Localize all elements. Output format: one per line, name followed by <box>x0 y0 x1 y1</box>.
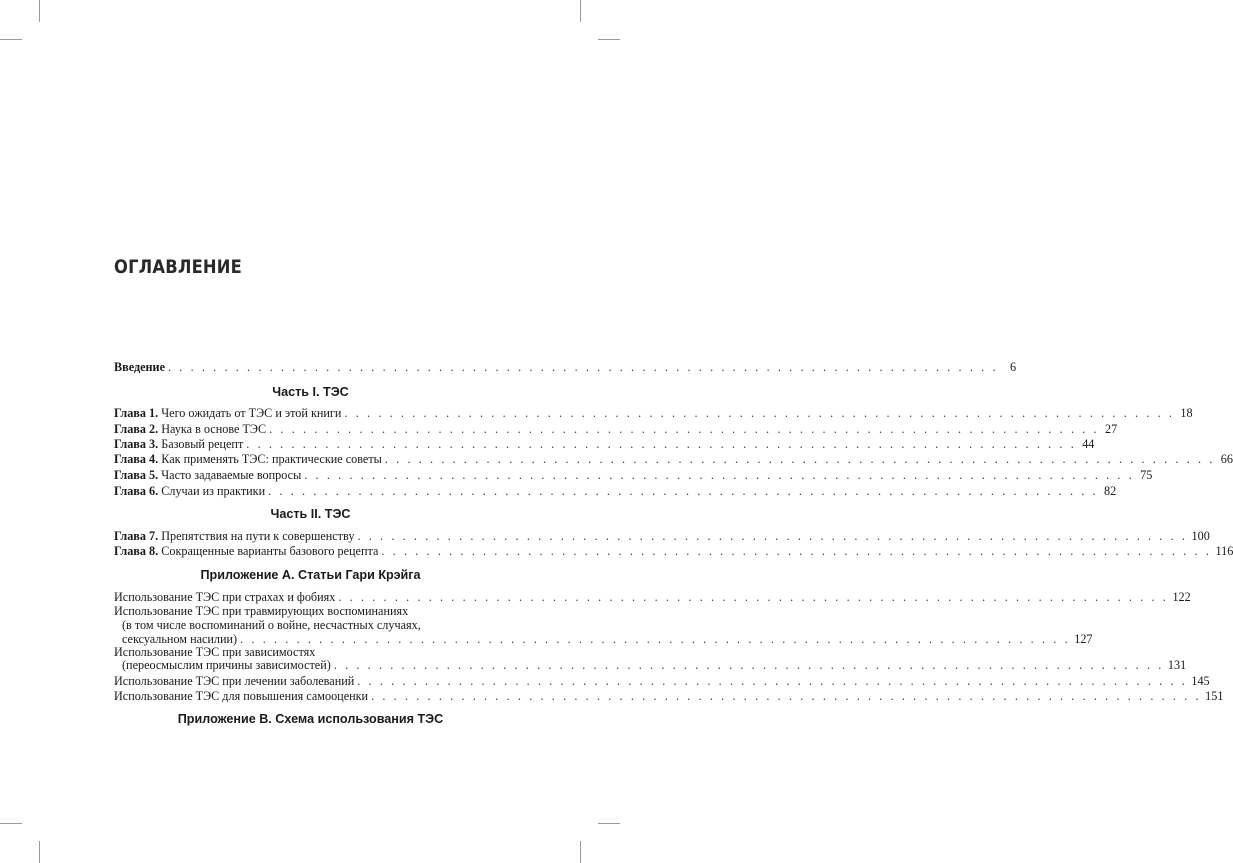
appendix-heading: Приложение В. Схема использования ТЭС <box>177 712 444 726</box>
entry-label: (в том числе воспоминаний о войне, несчастных случаях, <box>122 618 421 632</box>
crop-mark <box>0 823 22 824</box>
leader-dots: . . . . . . . . . . . . . . . . . . . . . . . . . . . . . . . . . . . . . . . . . . . . . . . . . . . . . . . . . . . . . . . . . . . . . . . . . . <box>240 632 1071 646</box>
leader-dots: . . . . . . . . . . . . . . . . . . . . . . . . . . . . . . . . . . . . . . . . . . . . . . . . . . . . . . . . . . . . . . . . . . . . . . . . . . <box>344 406 1175 420</box>
page-number: 151 <box>1205 689 1224 703</box>
page-number: 116 <box>1215 544 1233 558</box>
toc-entry-chapter-1[interactable] <box>114 405 1193 420</box>
entry-label: Как применять ТЭС: практические советы <box>158 452 382 466</box>
leader-dots: . . . . . . . . . . . . . . . . . . . . . . . . . . . . . . . . . . . . . . . . . . . . . . . . . . . . . . . . . . . . . . . . . . . . . . . . . . <box>357 674 1188 688</box>
part-heading: Часть I. ТЭС <box>272 385 349 399</box>
crop-mark <box>0 39 22 40</box>
leader-dots: . . . . . . . . . . . . . . . . . . . . . . . . . . . . . . . . . . . . . . . . . . . . . . . . . . . . . . . . . . . . . . . . . . . . . . . . . . <box>268 484 1099 498</box>
entry-label-bold: Глава 3. <box>114 437 159 451</box>
page-number: 75 <box>1140 468 1153 482</box>
entry-label: (переосмыслим причины зависимостей) <box>122 658 331 672</box>
toc-entry-article-self-esteem[interactable] <box>114 688 1224 703</box>
entry-label: Препятствия на пути к совершенству <box>158 529 355 543</box>
toc-entry-chapter-7[interactable] <box>114 528 1210 543</box>
entry-label-bold: Глава 8. <box>114 544 159 558</box>
toc-entry-article-trauma[interactable] <box>122 631 1093 646</box>
entry-label-bold: Глава 2. <box>114 422 159 436</box>
entry-label: Использование ТЭС при страхах и фобиях <box>114 590 336 604</box>
toc-entry-chapter-8[interactable] <box>114 543 1233 558</box>
entry-label: Наука в основе ТЭС <box>158 422 267 436</box>
toc-entry-chapter-6[interactable] <box>114 483 1117 498</box>
entry-label: Базовый рецепт <box>158 437 244 451</box>
page-number: 44 <box>1082 437 1095 451</box>
crop-mark <box>598 39 620 40</box>
entry-label-bold: Введение <box>114 360 165 374</box>
entry-label-bold: Глава 6. <box>114 484 159 498</box>
entry-label-bold: Глава 5. <box>114 468 159 482</box>
leader-dots: . . . . . . . . . . . . . . . . . . . . . . . . . . . . . . . . . . . . . . . . . . . . . . . . . . . . . . . . . . . . . . . . . . . . . . . . . . <box>269 422 1100 436</box>
toc-entry-chapter-4[interactable] <box>114 451 1233 466</box>
page-number: 122 <box>1172 590 1191 604</box>
toc-entry-article-fears[interactable] <box>114 589 1191 604</box>
page-title: ОГЛАВЛЕНИЕ <box>114 256 242 278</box>
leader-dots: . . . . . . . . . . . . . . . . . . . . . . . . . . . . . . . . . . . . . . . . . . . . . . . . . . . . . . . . . . . . . . . . . . . . . . . . . . <box>333 658 1164 672</box>
crop-mark <box>580 841 581 863</box>
entry-label: Использование ТЭС для повышения самооценки <box>114 689 369 703</box>
entry-label: Чего ожидать от ТЭС и этой книги <box>158 406 342 420</box>
page-number: 82 <box>1104 484 1117 498</box>
toc-entry-chapter-5[interactable] <box>114 467 1153 482</box>
page-number: 18 <box>1180 406 1193 420</box>
crop-mark <box>580 0 581 22</box>
crop-mark <box>39 0 40 22</box>
entry-label-bold: Глава 7. <box>114 529 159 543</box>
crop-mark <box>598 823 620 824</box>
toc-entry-article-addictions[interactable] <box>122 657 1187 672</box>
part-heading: Часть II. ТЭС <box>270 507 351 521</box>
entry-label-bold: Глава 4. <box>114 452 159 466</box>
crop-mark <box>39 841 40 863</box>
leader-dots: . . . . . . . . . . . . . . . . . . . . . . . . . . . . . . . . . . . . . . . . . . . . . . . . . . . . . . . . . . . . . . . . . . . . . . . . . . <box>246 437 1077 451</box>
leader-dots: . . . . . . . . . . . . . . . . . . . . . . . . . . . . . . . . . . . . . . . . . . . . . . . . . . . . . . . . . . . . . . . . . . . . . . . . . . <box>384 452 1215 466</box>
entry-label: Использование ТЭС при травмирующих воспоминаниях <box>114 604 409 618</box>
leader-dots: . . . . . . . . . . . . . . . . . . . . . . . . . . . . . . . . . . . . . . . . . . . . . . . . . . . . . . . . . . . . . . . . . . . . . . . . . . <box>371 689 1202 703</box>
leader-dots: . . . . . . . . . . . . . . . . . . . . . . . . . . . . . . . . . . . . . . . . . . . . . . . . . . . . . . . . . . . . . . . . . . . . . . . . . . <box>381 544 1212 558</box>
toc-entry-chapter-3[interactable] <box>114 436 1095 451</box>
toc-entry-article-diseases[interactable] <box>114 673 1210 688</box>
page-number: 127 <box>1074 632 1093 646</box>
leader-dots: . . . . . . . . . . . . . . . . . . . . . . . . . . . . . . . . . . . . . . . . . . . . . . . . . . . . . . . . . . . . . . . . . . . . . . . . . . <box>304 468 1135 482</box>
entry-label: Сокращенные варианты базового рецепта <box>158 544 379 558</box>
entry-label: сексуальном насилии) <box>122 632 238 646</box>
leader-dots: . . . . . . . . . . . . . . . . . . . . . . . . . . . . . . . . . . . . . . . . . . . . . . . . . . . . . . . . . . . . . . . . . . . . . . . . . . <box>357 529 1188 543</box>
entry-label: Использование ТЭС при зависимостях <box>114 645 316 659</box>
leader-dots: . . . . . . . . . . . . . . . . . . . . . . . . . . . . . . . . . . . . . . . . . . . . . . . . . . . . . . . . . . . . . . . . . . . . . . . . . . <box>168 360 999 374</box>
page-number: 6 <box>1010 360 1017 374</box>
appendix-heading: Приложение А. Статьи Гари Крэйга <box>200 568 421 582</box>
page-number: 100 <box>1191 529 1210 543</box>
page-number: 145 <box>1191 674 1210 688</box>
leader-dots: . . . . . . . . . . . . . . . . . . . . . . . . . . . . . . . . . . . . . . . . . . . . . . . . . . . . . . . . . . . . . . . . . . . . . . . . . . <box>338 590 1169 604</box>
page-number: 131 <box>1167 658 1187 672</box>
page-number: 27 <box>1105 422 1118 436</box>
toc-entry-intro[interactable] <box>114 359 1017 374</box>
page-number: 66 <box>1220 452 1233 466</box>
entry-label: Часто задаваемые вопросы <box>158 468 302 482</box>
entry-label: Использование ТЭС при лечении заболеваний <box>114 674 355 688</box>
toc-entry-chapter-2[interactable] <box>114 421 1118 436</box>
entry-label-bold: Глава 1. <box>114 406 159 420</box>
entry-label: Случаи из практики <box>158 484 266 498</box>
